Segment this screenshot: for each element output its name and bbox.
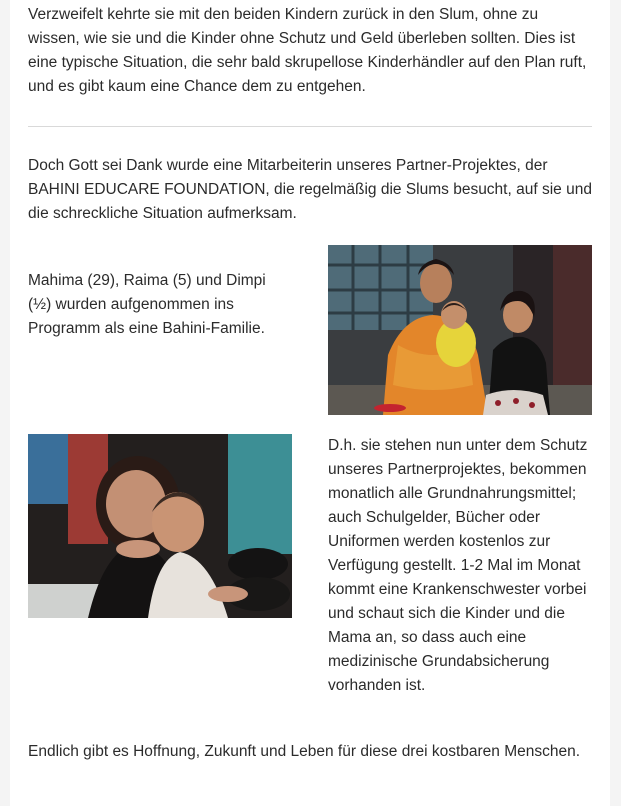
paragraph-intro: Verzweifelt kehrte sie mit den beiden Kindern zurück in den Slum, ohne zu wissen, wie sie und die Kinder ohne Schutz und Geld überleben sollten. Dies ist eine typische Situation, die sehr bald skrupellose Kinderhändler auf den Plan ruft, und es gibt kaum eine Chance dem zu entgehen. (28, 6, 587, 95)
family-photo (328, 245, 592, 415)
article-page (10, 0, 610, 806)
paragraph-support: D.h. sie stehen nun unter dem Schutz unseres Partnerprojektes, bekommen monatlich alle Grundnahrungsmittel; auch Schulgelder, Bücher oder Uniformen werden kostenlos zur Verfügung gestellt. 1-2 Mal im Monat kommt eine Krankenschwester vorbei und schaut sich die Kinder und die Mama an, so dass auch eine medizinische Grundabsicherung vorhanden ist. (328, 437, 588, 694)
divider (28, 126, 592, 127)
paragraph-family: Mahima (29), Raima (5) und Dimpi (½) wurden aufgenommen ins Programm als eine Bahini-Familie. (28, 272, 266, 337)
paragraph-hope: Endlich gibt es Hoffnung, Zukunft und Leben für diese drei kostbaren Menschen. (28, 743, 581, 760)
paragraph-rescue: Doch Gott sei Dank wurde eine Mitarbeiterin unseres Partner-Projektes, der BAHINI EDUCARE FOUNDATION, die regelmäßig die Slums besucht, auf sie und die schreckliche Situation aufmerksam. (28, 157, 592, 222)
children-photo (28, 434, 292, 618)
